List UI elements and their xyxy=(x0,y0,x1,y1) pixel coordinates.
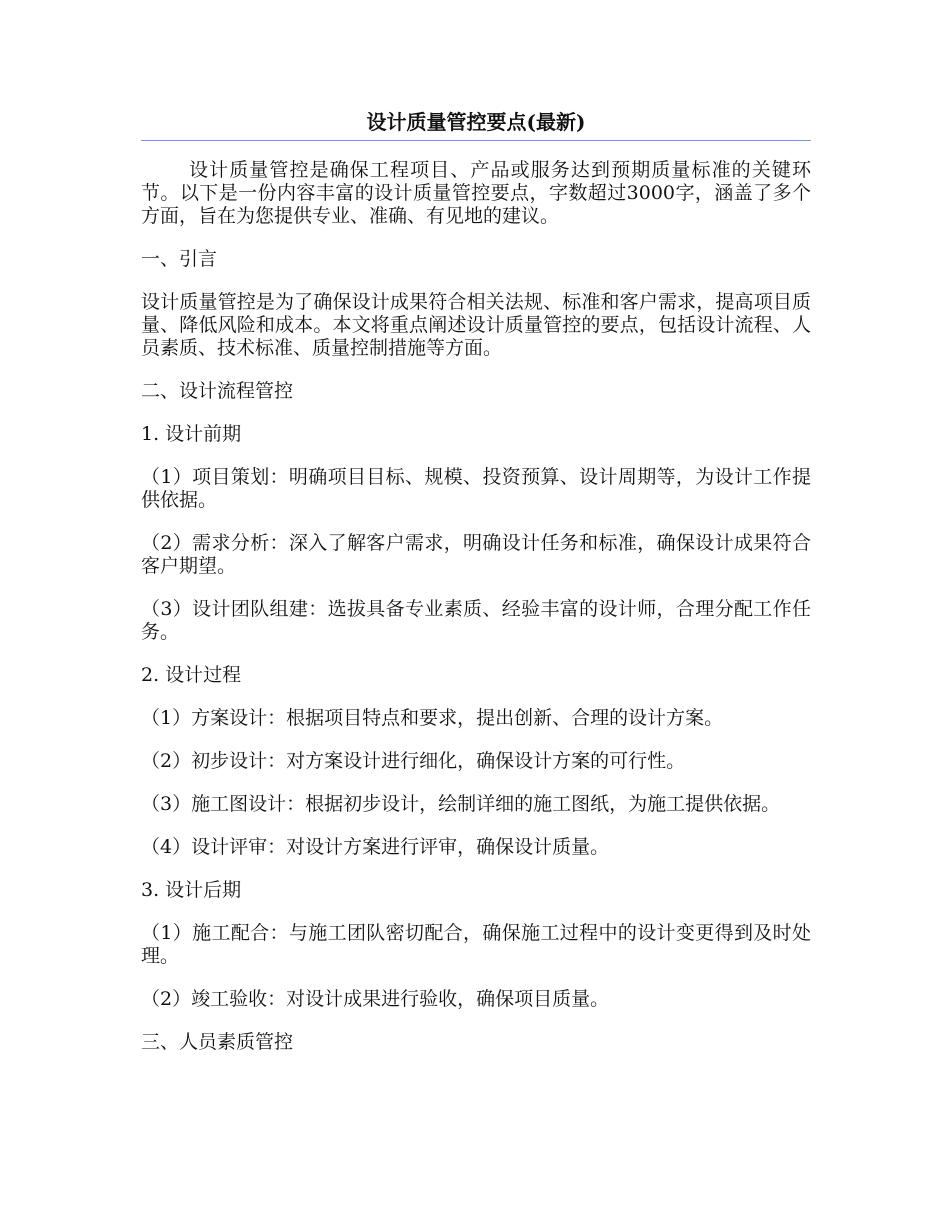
list-item: （2）需求分析：深入了解客户需求，明确设计任务和标准，确保设计成果符合客户期望。 xyxy=(141,532,811,577)
document-title: 设计质量管控要点(最新) xyxy=(141,108,811,141)
section-heading-personnel: 三、人员素质管控 xyxy=(141,1031,294,1053)
list-item: （3）设计团队组建：选拔具备专业素质、经验丰富的设计师，合理分配工作任务。 xyxy=(141,598,811,643)
list-item: （1）项目策划：明确项目目标、规模、投资预算、设计周期等，为设计工作提供依据。 xyxy=(141,466,811,511)
list-item: （4）设计评审：对设计方案进行评审，确保设计质量。 xyxy=(141,836,610,858)
paragraph: 设计质量管控是为了确保设计成果符合相关法规、标准和客户需求，提高项目质量、降低风险和成本。本文将重点阐述设计质量管控的要点，包括设计流程、人员素质、技术标准、质量控制措施等方面。 xyxy=(141,291,811,359)
intro-paragraph: 设计质量管控是确保工程项目、产品或服务达到预期质量标准的关键环节。以下是一份内容丰富的设计质量管控要点，字数超过3000字，涵盖了多个方面，旨在为您提供专业、准确、有见地的建议。 xyxy=(141,159,811,227)
list-item: （2）竣工验收：对设计成果进行验收，确保项目质量。 xyxy=(141,988,610,1010)
subsection-heading: 2. 设计过程 xyxy=(141,664,242,686)
document-body xyxy=(141,108,811,1074)
list-item: （1）施工配合：与施工团队密切配合，确保施工过程中的设计变更得到及时处理。 xyxy=(141,922,811,967)
list-item: （2）初步设计：对方案设计进行细化，确保设计方案的可行性。 xyxy=(141,750,686,772)
section-heading-design-process: 二、设计流程管控 xyxy=(141,380,294,402)
list-item: （3）施工图设计：根据初步设计，绘制详细的施工图纸，为施工提供依据。 xyxy=(141,793,781,815)
section-heading-introduction: 一、引言 xyxy=(141,248,218,270)
list-item: （1）方案设计：根据项目特点和要求，提出创新、合理的设计方案。 xyxy=(141,707,724,729)
subsection-heading: 1. 设计前期 xyxy=(141,423,242,445)
subsection-heading: 3. 设计后期 xyxy=(141,879,242,901)
